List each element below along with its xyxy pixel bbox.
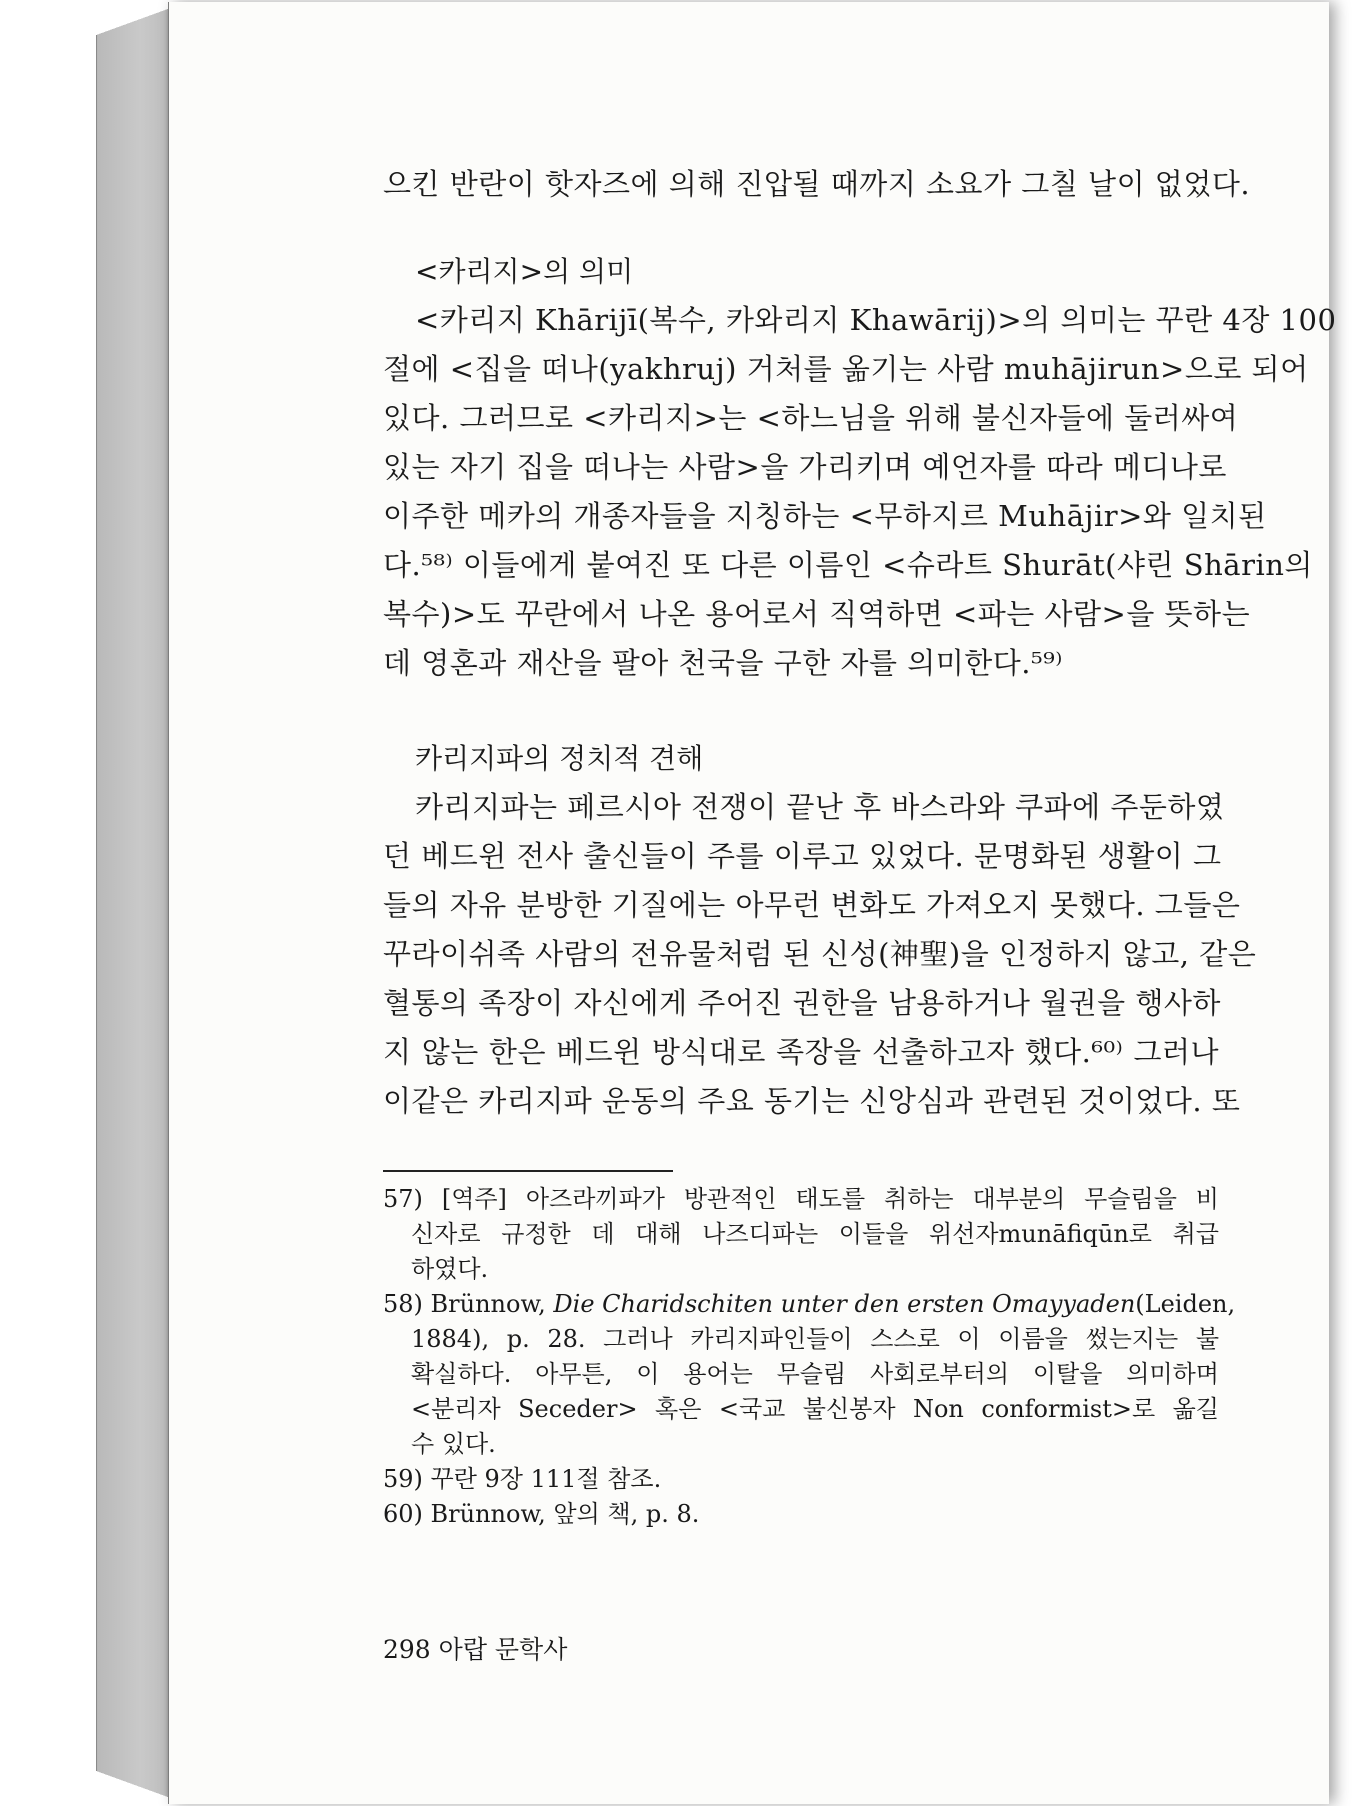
spine-top-edge (96, 2, 168, 42)
footnote-58-lead: 58) Brünnow, (383, 1290, 554, 1318)
body-line: 혈통의 족장이 자신에게 주어진 권한을 남용하거나 월권을 행사하 (383, 986, 1221, 1020)
body-line: 이주한 메카의 개종자들을 지칭하는 <무하지르 Muhājir>와 일치된 (383, 499, 1267, 533)
footnote-57-line: 신자로 규정한 데 대해 나즈디파는 이들을 위선자munāfiqūn로 취급 (411, 1220, 1219, 1248)
footnote-58-line: 확실하다. 아무튼, 이 용어는 무슬림 사회로부터의 이탈을 의미하며 (411, 1360, 1219, 1388)
footnote-58-line: 1884), p. 28. 그러나 카리지파인들이 스스로 이 이름을 썼는지는 불 (411, 1325, 1219, 1353)
spine-bottom-edge (96, 1764, 168, 1804)
page-folio: 298 아랍 문학사 (383, 1635, 568, 1664)
footnote-57-line: 하였다. (411, 1255, 489, 1283)
footnote-58-line: <분리자 Seceder> 혹은 <국교 불신봉자 Non conformist>로 옮길 (411, 1395, 1219, 1423)
footnote-60: 60) Brünnow, 앞의 책, p. 8. (383, 1500, 700, 1528)
body-line: 있다. 그러므로 <카리지>는 <하느님을 위해 불신자들에 둘러싸여 (383, 401, 1239, 435)
body-line: 데 영혼과 재산을 팔아 천국을 구한 자를 의미한다.⁵⁹⁾ (383, 646, 1063, 680)
book-page (168, 2, 1337, 1804)
footnote-58-line (383, 1287, 1236, 1322)
footnote-59: 59) 꾸란 9장 111절 참조. (383, 1465, 662, 1493)
section-heading-meaning: <카리지>의 의미 (415, 255, 634, 288)
body-line: 지 않는 한은 베드윈 방식대로 족장을 선출하고자 했다.⁶⁰⁾ 그러나 (383, 1035, 1219, 1069)
footnote-58-book-title: Die Charidschiten unter den ersten Omayyaden (553, 1290, 1136, 1318)
body-line: 꾸라이쉬족 사람의 전유물처럼 된 신성(神聖)을 인정하지 않고, 같은 (383, 937, 1257, 971)
page-content (383, 160, 1337, 1532)
body-line: 들의 자유 분방한 기질에는 아무런 변화도 가져오지 못했다. 그들은 (383, 888, 1241, 922)
section-heading-political-views: 카리지파의 정치적 견해 (415, 742, 704, 775)
body-line: 복수)>도 꾸란에서 나온 용어로서 직역하면 <파는 사람>을 뜻하는 (383, 597, 1251, 631)
body-line: 이같은 카리지파 운동의 주요 동기는 신앙심과 관련된 것이었다. 또 (383, 1084, 1241, 1118)
body-line: <카리지 Khārijī(복수, 카와리지 Khawārij)>의 의미는 꾸란 4장 100 (415, 303, 1337, 337)
footnote-57-line: 57) [역주] 아즈라끼파가 방관적인 태도를 취하는 대부분의 무슬림을 비 (383, 1185, 1219, 1213)
body-line: 절에 <집을 떠나(yakhruj) 거처를 옮기는 사람 muhājirun>으로 되어 (383, 352, 1309, 386)
body-line: 다.⁵⁸⁾ 이들에게 붙여진 또 다른 이름인 <슈라트 Shurāt(샤린 Shārin의 (383, 548, 1313, 582)
body-line: 있는 자기 집을 떠나는 사람>을 가리키며 예언자를 따라 메디나로 (383, 450, 1227, 484)
footnote-divider (383, 1170, 673, 1172)
book-spine (96, 2, 169, 1804)
body-line: 던 베드윈 전사 출신들이 주를 이루고 있었다. 문명화된 생활이 그 (383, 839, 1222, 873)
footnote-58-publisher: (Leiden, (1135, 1290, 1236, 1318)
body-line: 으킨 반란이 핫자즈에 의해 진압될 때까지 소요가 그칠 날이 없었다. (383, 167, 1251, 201)
footnote-58-line: 수 있다. (411, 1430, 496, 1458)
body-line: 카리지파는 페르시아 전쟁이 끝난 후 바스라와 쿠파에 주둔하였 (415, 790, 1225, 824)
